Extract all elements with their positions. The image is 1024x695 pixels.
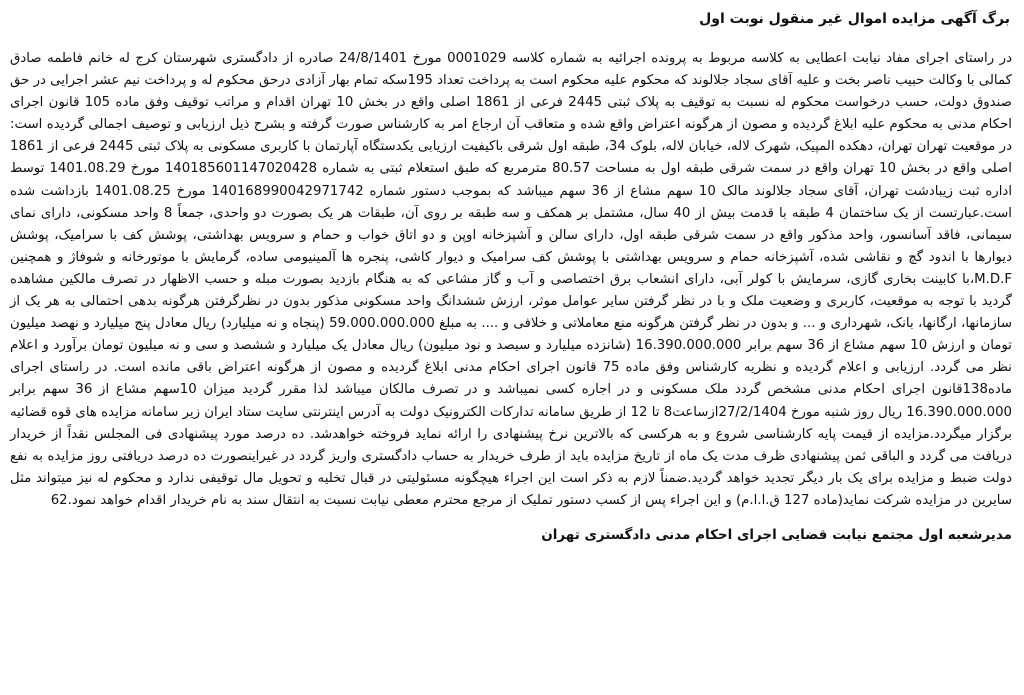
notice-title: برگ آگهی مزایده اموال غیر منقول نوبت اول [699,11,1010,27]
notice-footer-signature: مدیرشعبه اول مجتمع نیابت قضایی اجرای احکام مدنی دادگستری تهران [541,526,1012,543]
notice-body: در راستای اجرای مفاد نیابت اعطایی به کلاسه مربوط به پرونده اجرائیه به شماره کلاسه 0001029 مورخ 24/8/1401 صادره از دادگستری شهرستان کرج له خانم فاطمه صادق کمالی با وکالت حبیب ناصر بخت و علیه آقای سجاد جلالوند که محکوم علیه محکوم است به پرداخت تعداد 195سکه تمام بهار آزادی درحق محکوم له و پرداخت نیم عشر اجرایی در حق صندوق دولت، حسب درخواست محکوم له نسبت به توقیف به پلاک ثبتی 2445 فرعی از 1861 اصلی واقع در بخش 10 تهران اقدام و مراتب توقیف وفق ماده 105 قانون اجرای احکام مدنی به محکوم علیه ابلاغ گردیده و مصون از هرگونه اعتراض واقع شده و متعاقب آن ارجاع امر به کارشناس صورت گرفته و بشرح ذیل ارزیابی و توصیف اجمالی گردیده است: در موقعیت تهران تهران، دهکده المپیک، شهرک لاله، خیابان لاله، بلوک 34، طبقه اول شرقی باکیفیت ارزیابی یکدستگاه آپارتمان با کاربری مسکونی به پلاک ثبتی 2445 فرعی از 1861 اصلی واقع در بخش 10 تهران واقع در سمت شرقی طبقه اول به مساحت 80.57 مترمربع که طبق استعلام ثبتی به شماره 140185601147020428 مورخ 1401.08.29 توسط اداره ثبت زیبادشت تهران، آقای سجاد جلالوند مالک 10 سهم مشاع از 36 سهم میباشد که بموجب دستور شماره 140168990042971742 مورخ 1401.08.25 بازداشت شده است.عبارتست از یک ساختمان 4 طبقه با قدمت بیش از 40 سال، مشتمل بر همکف و سه طبقه بر روی آن، طبقات هر یک بصورت دو واحدی، جمعاً 8 واحد مسکونی، دارای نمای سیمانی، فاقد آسانسور، واحد مذکور واقع در سمت شرقی طبقه اول، دارای سالن و آشپزخانه اوپن و دو اتاق خواب و حمام و سرویس بهداشتی، پوشش کف با سرامیک، پوشش دیوارها با اندود گچ و نقاشی شده، آشپزخانه حمام و سرویس بهداشتی با پوشش کف سرامیک و دیوار کاشی، پنجره ها آلمینیومی ساده، گرمایش با موتورخانه و شوفاژ و همچنین M.D.F،با کابینت بخاری گازی، سرمایش با کولر آبی، دارای انشعاب برق اختصاصی و آب و گاز مشاعی که به هنگام بازدید بصورت مبله و حسب الاظهار در تصرف مالکین مشاهده گردید با توجه به موقعیت، کاربری و وضعیت ملک و با در نظر گرفتن سایر عوامل موثر، ارزش ششدانگ واحد مسکونی مذکور بدون در نظرگرفتن هرگونه بدهی احتمالی به هر یک از سازمانها، ارگانها، بانک، شهرداری و ... و بدون در نظر گرفتن هرگونه منع معاملاتی و خلافی و .... به مبلغ 59.000.000.000 (پنجاه و نه میلیارد) ریال معادل پنج میلیارد و نهصد میلیون تومان و ارزش 10 سهم مشاع از 36 سهم برابر 16.390.000.000 (شانزده میلیارد و سیصد و نود میلیون) ریال معادل یک میلیارد و ششصد و سی و نه میلیون تومان برآورد و اعلام نظر می گردد. ارزیابی و اعلام گردیده و نظریه کارشناس وفق ماده 75 قانون اجرای احکام مدنی ابلاغ گردیده و مصون از هرگونه اعتراض باقی مانده است. در راستای اجرای ماده138قانون اجرای احکام مدنی مشخص گردد ملک مسکونی و در اجاره کسی نمیباشد و در تصرف مالکان میباشد لذا مقرر گردید میزان 10سهم مشاع از 36 سهم برابر 16.390.000.000 ریال روز شنبه مورخ 27/2/1404ازساعت8 تا 12 از طریق سامانه تدارکات الکترونیک دولت به آدرس اینترنتی سایت ستاد ایران زیر سامانه مزایده های قوه قضائیه برگزار میگردد.مزایده از قیمت پایه کارشناسی شروع و به هرکسی که بالاترین نرخ پیشنهادی را ارائه نماید فروخته خواهدشد. ده درصد مورد پیشنهادی فی المجلس نقداً از خریدار دریافت می گردد و الباقی ثمن پیشنهادی ظرف مدت یک ماه از تاریخ مزایده باید از طرف خریدار به حساب دادگستری واریز گردد در غیراینصورت ده درصد دریافتی روز مزایده به نفع دولت ضبط و مزایده برای یک بار دیگر تجدید خواهد گردید.ضمناً لازم به ذکر است این اجراء هیچگونه مسئولیتی در قبال تخلیه و تحویل مال توقیفی ندارد و محکوم له نیز میتواند مثل سایرین در مزایده شرکت نماید(ماده 127 ق.ا.ا.م) و این اجراء پس از کسب دستور تملیک از مرجع محترم معطی نیابت نسبت به انتقال سند به نام خریدار اقدام خواهد نمود.62 [10,51,1013,508]
